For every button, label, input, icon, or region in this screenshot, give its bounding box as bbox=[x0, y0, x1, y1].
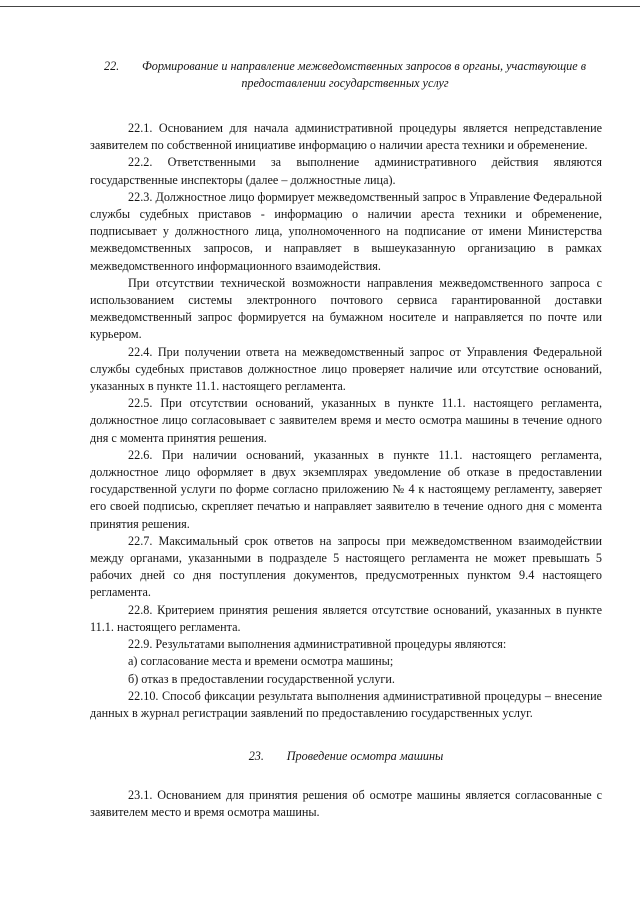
top-border-line bbox=[0, 6, 640, 7]
paragraph-22-1: 22.1. Основанием для начала административной процедуры является непредставление заявителем по собственной инициативе информацию о наличии ареста техники и обременение. bbox=[90, 121, 602, 153]
section-23-title: Проведение осмотра машины bbox=[286, 749, 444, 764]
paragraph-23-1: 23.1. Основанием для принятия решения об осмотре машины является согласованные с заявителем место и время осмотра машины. bbox=[90, 788, 602, 820]
section-22-number: 22. bbox=[103, 59, 120, 73]
paragraph-22-7: 22.7. Максимальный срок ответов на запросы при межведомственном взаимодействии между органами, указанными в подразделе 5 настоящего регламента не может превышать 5 рабочих дней со дня поступления документов, предусмотренных пунктом 9.4 настоящего регламента. bbox=[90, 533, 602, 600]
document-page bbox=[90, 58, 602, 822]
paragraph-22-8: 22.8. Критерием принятия решения является отсутствие оснований, указанных в пункте 11.1. настоящего регламента. bbox=[90, 602, 602, 634]
list-item-a: а) согласование места и времени осмотра машины; bbox=[128, 654, 394, 669]
section-22-heading bbox=[88, 58, 602, 92]
section-22-title: Формирование и направление межведомственных запросов в органы, участвующие в предоставлении государственных услуг bbox=[141, 59, 586, 90]
paragraph-22-2: 22.2. Ответственными за выполнение административного действия являются государственные инспекторы (далее – должностные лица). bbox=[90, 155, 602, 187]
paragraph-22-9: 22.9. Результатами выполнения административной процедуры являются: bbox=[128, 637, 507, 652]
paragraph-22-10: 22.10. Способ фиксации результата выполнения административной процедуры – внесение данных в журнал регистрации заявлений по предоставлению государственных услуг. bbox=[90, 688, 602, 720]
paragraph-22-3-note: При отсутствии технической возможности направления межведомственного запроса с использованием системы электронного почтового сервиса гарантированной доставки межведомственный запрос формируется на бумажном носителе и направляется по почте или курьером. bbox=[90, 275, 602, 342]
paragraph-22-3: 22.3. Должностное лицо формирует межведомственный запрос в Управление Федеральной службы судебных приставов - информацию о наличии ареста техники и обременение, подписывает у должностного лица, уполномоченного на подписание от имени Министерства межведомственных запросов, и направляет в вышеуказанную организацию в рамках межведомственного информационного взаимодействия. bbox=[90, 189, 602, 273]
section-23-heading bbox=[90, 748, 602, 765]
section-23-number: 23. bbox=[248, 749, 264, 764]
paragraph-22-5: 22.5. При отсутствии оснований, указанных в пункте 11.1. настоящего регламента, должностное лицо согласовывает с заявителем время и место осмотра машины в течение одного дня с момента принятия решения. bbox=[90, 396, 602, 445]
list-item-b: б) отказ в предоставлении государственной услуги. bbox=[128, 671, 395, 686]
paragraph-22-4: 22.4. При получении ответа на межведомственный запрос от Управления Федеральной службы судебных приставов должностное лицо проверяет наличие или отсутствие оснований, указанных в пункте 11.1. настоящего регламента. bbox=[90, 344, 602, 394]
paragraph-22-6: 22.6. При наличии оснований, указанных в пункте 11.1. настоящего регламента, должностное лицо оформляет в двух экземплярах уведомление об отказе в предоставлении государственной услуги по форме согласно приложению № 4 к настоящему регламенту, заверяет его своей подписью, скрепляет печатью и направляет заявителю в течение одного дня с момента принятия решения. bbox=[90, 447, 602, 531]
